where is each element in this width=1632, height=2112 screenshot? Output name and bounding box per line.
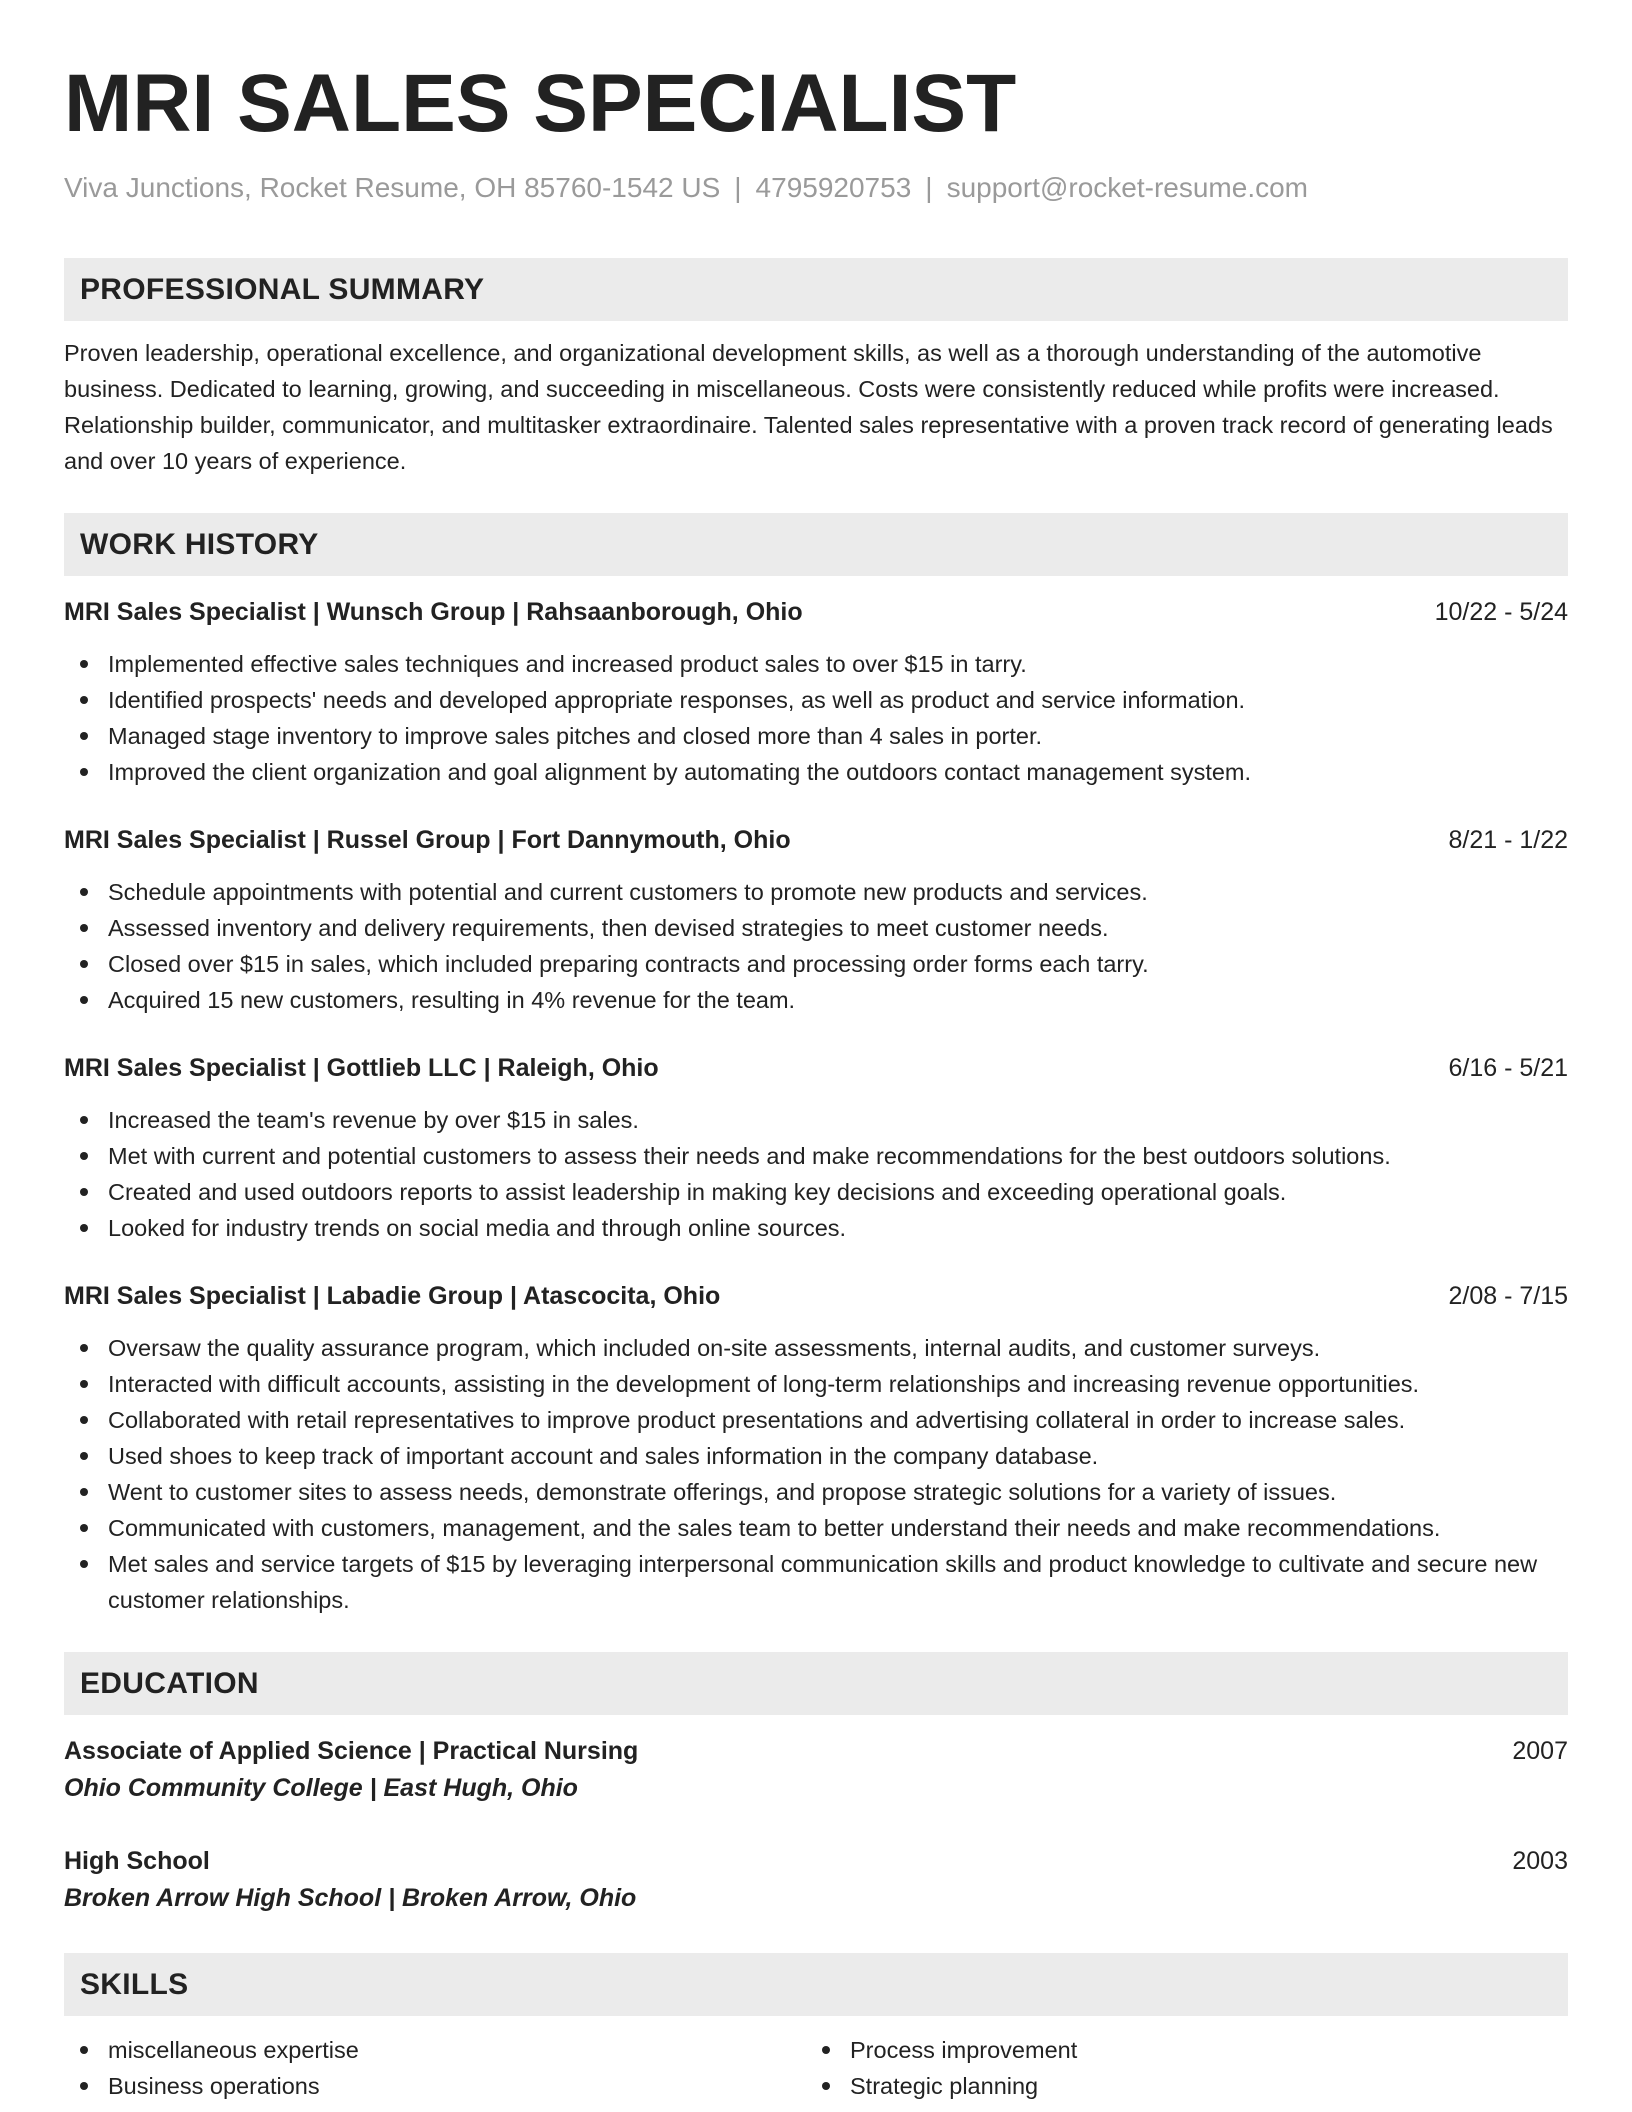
education-school: Ohio Community College | East Hugh, Ohio <box>64 1774 578 1802</box>
contact-address: Viva Junctions, Rocket Resume, OH 85760-1542 US <box>64 172 721 203</box>
job-bullet: Increased the team's revenue by over $15 in sales. <box>64 1102 1568 1138</box>
job-header <box>64 822 1568 858</box>
education-header <box>64 1843 1568 1879</box>
job-bullets <box>64 874 1568 1018</box>
skills-heading: SKILLS <box>80 1967 189 2001</box>
contact-line <box>64 170 1568 206</box>
job-bullet: Closed over $15 in sales, which included preparing contracts and processing order forms each tarry. <box>64 946 1568 982</box>
job-bullet: Created and used outdoors reports to assist leadership in making key decisions and exceeding operational goals. <box>64 1174 1568 1210</box>
job-bullet: Identified prospects' needs and developed appropriate responses, as well as product and service information. <box>64 682 1568 718</box>
job-title: MRI Sales Specialist | Wunsch Group | Rahsaanborough, Ohio <box>64 598 803 626</box>
education-degree: Associate of Applied Science | Practical Nursing <box>64 1737 639 1765</box>
job-header <box>64 1278 1568 1314</box>
job-entry <box>64 594 1568 790</box>
job-bullet: Met sales and service targets of $15 by leveraging interpersonal communication skills and product knowledge to cultivate and secure new customer relationships. <box>64 1546 1568 1618</box>
job-entry <box>64 1278 1568 1618</box>
job-bullet: Collaborated with retail representatives to improve product presentations and advertising collateral in order to increase sales. <box>64 1402 1568 1438</box>
education-entry <box>64 1843 1568 1917</box>
education-year: 2003 <box>1512 1847 1568 1875</box>
job-bullet: Implemented effective sales techniques and increased product sales to over $15 in tarry. <box>64 646 1568 682</box>
job-dates: 8/21 - 1/22 <box>1448 826 1568 854</box>
work-section-header <box>64 513 1568 576</box>
summary-section-header <box>64 258 1568 321</box>
job-entry <box>64 822 1568 1018</box>
job-dates: 6/16 - 5/21 <box>1448 1054 1568 1082</box>
job-dates: 2/08 - 7/15 <box>1448 1282 1568 1310</box>
job-bullet: Schedule appointments with potential and current customers to promote new products and services. <box>64 874 1568 910</box>
summary-heading: PROFESSIONAL SUMMARY <box>80 272 485 306</box>
resume-name: MRI SALES SPECIALIST <box>64 58 1017 149</box>
education-section-header <box>64 1652 1568 1715</box>
contact-phone: 4795920753 <box>755 172 912 203</box>
job-title: MRI Sales Specialist | Gottlieb LLC | Raleigh, Ohio <box>64 1054 659 1082</box>
contact-separator: | <box>734 172 742 203</box>
contact-email: support@rocket-resume.com <box>946 172 1308 203</box>
skill-item: miscellaneous expertise <box>64 2032 806 2068</box>
job-bullet: Assessed inventory and delivery requirements, then devised strategies to meet customer needs. <box>64 910 1568 946</box>
job-bullet: Met with current and potential customers to assess their needs and make recommendations for the best outdoors solutions. <box>64 1138 1568 1174</box>
job-header <box>64 594 1568 630</box>
job-bullet: Used shoes to keep track of important account and sales information in the company database. <box>64 1438 1568 1474</box>
skills-column-right <box>806 2032 1548 2104</box>
job-header <box>64 1050 1568 1086</box>
skills-list <box>64 2032 1568 2104</box>
work-list <box>64 594 1568 1618</box>
education-year: 2007 <box>1512 1737 1568 1765</box>
job-bullet: Communicated with customers, management, and the sales team to better understand their needs and make recommendations. <box>64 1510 1568 1546</box>
education-school: Broken Arrow High School | Broken Arrow, Ohio <box>64 1884 637 1912</box>
skill-item: Process improvement <box>806 2032 1548 2068</box>
job-bullet: Improved the client organization and goal alignment by automating the outdoors contact management system. <box>64 754 1568 790</box>
job-bullet: Looked for industry trends on social media and through online sources. <box>64 1210 1568 1246</box>
job-title: MRI Sales Specialist | Russel Group | Fort Dannymouth, Ohio <box>64 826 791 854</box>
job-bullet: Managed stage inventory to improve sales pitches and closed more than 4 sales in porter. <box>64 718 1568 754</box>
summary-text: Proven leadership, operational excellence, and organizational development skills, as well as a thorough understanding of the automotive business. Dedicated to learning, growing, and succeeding in miscellaneous. Costs were consistently reduced while profits were increased. Relationship builder, communicator, and multitasker extraordinaire. Talented sales representative with a proven track record of generating leads and over 10 years of experience. <box>64 340 1553 474</box>
education-degree: High School <box>64 1847 210 1875</box>
skill-item: Business operations <box>64 2068 806 2104</box>
job-bullet: Oversaw the quality assurance program, which included on-site assessments, internal audits, and customer surveys. <box>64 1330 1568 1366</box>
job-entry <box>64 1050 1568 1246</box>
job-bullets <box>64 1102 1568 1246</box>
work-heading: WORK HISTORY <box>80 527 319 561</box>
job-bullet: Interacted with difficult accounts, assisting in the development of long-term relationships and increasing revenue opportunities. <box>64 1366 1568 1402</box>
education-heading: EDUCATION <box>80 1666 259 1700</box>
job-bullets <box>64 1330 1568 1618</box>
skills-column-left <box>64 2032 806 2104</box>
education-entry <box>64 1733 1568 1807</box>
education-header <box>64 1733 1568 1769</box>
job-dates: 10/22 - 5/24 <box>1434 598 1568 626</box>
job-bullets <box>64 646 1568 790</box>
skills-section-header <box>64 1953 1568 2016</box>
job-bullet: Acquired 15 new customers, resulting in 4% revenue for the team. <box>64 982 1568 1018</box>
job-title: MRI Sales Specialist | Labadie Group | Atascocita, Ohio <box>64 1282 721 1310</box>
skill-item: Strategic planning <box>806 2068 1548 2104</box>
contact-separator: | <box>925 172 933 203</box>
job-bullet: Went to customer sites to assess needs, demonstrate offerings, and propose strategic solutions for a variety of issues. <box>64 1474 1568 1510</box>
